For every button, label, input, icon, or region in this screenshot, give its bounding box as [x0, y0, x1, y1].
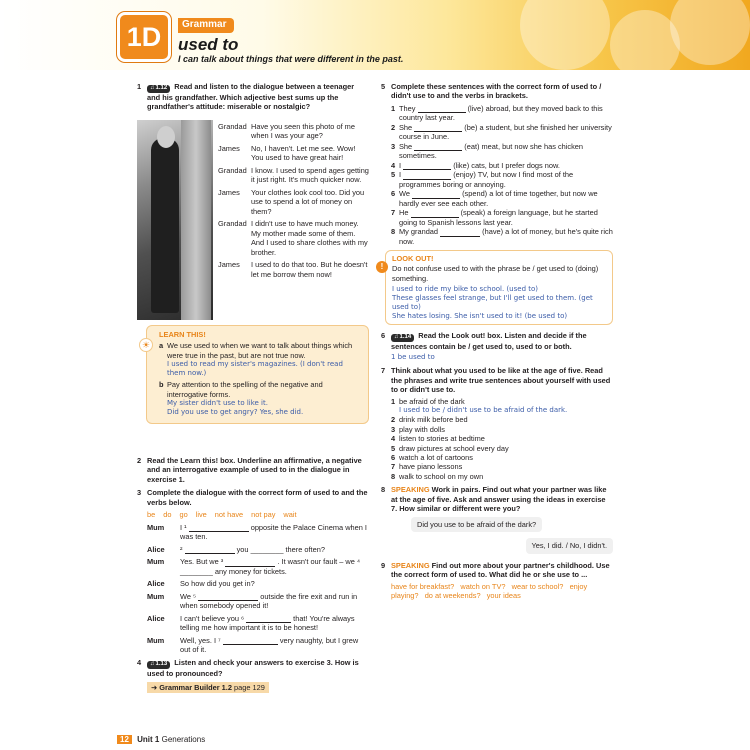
- exercise-instruction: Listen and check your answers to exercise 3. How is used to pronounced?: [147, 658, 359, 679]
- item-text: She: [399, 141, 413, 151]
- list-item: [391, 434, 613, 443]
- answer-gap[interactable]: [411, 210, 459, 218]
- page-number: 12: [117, 735, 132, 744]
- left-column: [137, 82, 369, 116]
- speaker: Mum: [147, 522, 165, 532]
- speaker: Alice: [147, 579, 165, 589]
- line-text: Yes. But we ³: [180, 557, 224, 567]
- exercise-number: 7: [381, 366, 386, 376]
- answer-gap[interactable]: [403, 172, 451, 180]
- item-number: 6: [391, 452, 396, 462]
- word: go: [179, 510, 188, 520]
- item-text: (live) abroad, but they moved back to this country last year.: [399, 103, 603, 123]
- item-number: 2: [391, 415, 396, 425]
- word: not pay: [251, 510, 276, 520]
- word: not have: [214, 510, 244, 520]
- dialogue-line: [147, 523, 369, 542]
- dialogue-line: [218, 122, 369, 141]
- exercise-instruction: Read the Learn this! box. Underline an affirmative, a negative and an interrogative example of used to in the dialogue in exercise 1.: [147, 456, 362, 484]
- item-number: 3: [391, 141, 396, 151]
- left-column-lower: [137, 456, 369, 697]
- item-number: 6: [391, 189, 396, 199]
- exercise-number: 6: [381, 331, 386, 341]
- list-item: [391, 189, 613, 208]
- exercise-number: 9: [381, 560, 386, 570]
- word: live: [195, 510, 207, 520]
- answer-gap[interactable]: [223, 637, 278, 645]
- item-number: 7: [391, 208, 396, 218]
- phrase-list: [391, 397, 613, 482]
- item-number: 1: [391, 396, 396, 406]
- exercise-instruction: Complete these sentences with the correct form of used to / didn't use to and the verbs in brackets.: [391, 82, 602, 101]
- item-text: We: [399, 189, 410, 199]
- speaker: Grandad: [218, 165, 247, 175]
- list-item: [391, 104, 613, 123]
- item-number: 8: [391, 227, 396, 237]
- learn-this-box: [141, 325, 369, 424]
- answer-gap[interactable]: [418, 105, 466, 113]
- exercise-2: [137, 456, 369, 484]
- answer-gap[interactable]: [189, 524, 249, 532]
- lightbulb-icon: ☀: [139, 338, 153, 352]
- dialogue: [218, 122, 369, 282]
- list-item: [391, 227, 613, 246]
- item-number: 4: [391, 434, 396, 444]
- look-out-example: These glasses feel strange, but I'll get used to them. (get used to): [392, 294, 593, 312]
- item-text: (have) a lot of money, but he's quite rich now.: [399, 227, 613, 246]
- right-column: [381, 82, 613, 605]
- line-text: Have you seen this photo of me when I was your age?: [251, 122, 355, 141]
- speaker: Grandad: [218, 122, 247, 131]
- look-out-box: [380, 250, 613, 325]
- line-text: . It wasn't our fault – we ⁴ ________ any money for tickets.: [180, 557, 361, 576]
- dialogue-line: [147, 592, 369, 611]
- learn-example: My sister didn't use to like it.: [167, 399, 268, 408]
- item-number: 7: [391, 462, 396, 472]
- answer-gap[interactable]: [414, 143, 462, 151]
- item-text: play with dolls: [399, 424, 446, 434]
- speech-bubble: Did you use to be afraid of the dark?: [411, 517, 542, 532]
- item-text: listen to stories at bedtime: [399, 434, 485, 444]
- page-subtitle: I can talk about things that were different in the past.: [178, 54, 404, 64]
- speaker: Mum: [147, 591, 165, 601]
- list-item: [391, 397, 613, 406]
- dialogue-line: [147, 636, 369, 655]
- exercise-number: 5: [381, 82, 386, 91]
- item-text: (like) cats, but I prefer dogs now.: [453, 160, 560, 170]
- photo-pillar: [181, 120, 211, 320]
- exercise-4: [137, 658, 369, 693]
- learn-text: We use used to when we want to talk about things which were true in the past, but are not true now.: [167, 341, 353, 360]
- exercise-3: [137, 488, 369, 654]
- dialogue-line: [147, 545, 369, 554]
- line-text: I used to do that too. But he doesn't let me borrow them now!: [251, 260, 368, 279]
- audio-icon[interactable]: ♫ 1.12: [147, 85, 170, 93]
- answer-example: 1 be used to: [391, 353, 435, 362]
- exercise-instruction: Complete the dialogue with the correct form of used to and the verbs below.: [147, 488, 368, 507]
- look-out-example: I used to ride my bike to school. (used to): [392, 285, 539, 294]
- dialogue-line: [147, 614, 369, 633]
- item-number: 8: [391, 471, 396, 481]
- answer-gap[interactable]: [246, 615, 291, 623]
- item-number: 3: [391, 424, 396, 434]
- item-text: walk to school on my own: [399, 471, 484, 481]
- list-item: [391, 123, 613, 142]
- learn-item-b: [159, 380, 362, 417]
- line-text: I ¹: [180, 522, 187, 532]
- learn-example: I used to read my sister's magazines. (I don't read them now.): [167, 360, 343, 378]
- item-text: drink milk before bed: [399, 415, 468, 425]
- item-text: watch a lot of cartoons: [399, 452, 473, 462]
- item-number: 1: [391, 103, 396, 113]
- exercise-instruction: Work in pairs. Find out what your partner was like at the age of five. Ask and answer using the ideas in exercise 7. How similar or different were you?: [391, 485, 607, 514]
- line-text: that! You're always telling me how important it is to be honest!: [180, 613, 355, 633]
- unit-title: Generations: [161, 735, 206, 744]
- speaking-label: SPEAKING: [391, 560, 430, 570]
- dialogue-line: [218, 260, 369, 279]
- dialogue-line: [147, 579, 369, 588]
- item-text: They: [399, 103, 416, 113]
- unit-badge: 1D: [117, 12, 171, 62]
- answer-gap[interactable]: [225, 559, 275, 567]
- speaker: Alice: [147, 613, 165, 623]
- exercise-instruction: Read and listen to the dialogue between a teenager and his grandfather. Which adjective best sums up the grandfather's attitude: miserable or nostalgic?: [147, 82, 355, 112]
- speaker: Mum: [147, 635, 165, 645]
- line-text: No, I haven't. Let me see. Wow! You used to have great hair!: [251, 143, 356, 163]
- dialogue-line: [218, 144, 369, 163]
- answer-example: I used to be / didn't use to be afraid of the dark.: [399, 406, 568, 415]
- answer-gap[interactable]: [414, 124, 462, 132]
- answer-gap[interactable]: [198, 593, 258, 601]
- look-out-text: Do not confuse used to with the phrase be / get used to (doing) something.: [392, 264, 599, 283]
- dialogue-line: [218, 166, 369, 185]
- line-text: Well, yes. I ⁷: [180, 635, 221, 645]
- item-text: have piano lessons: [399, 462, 463, 472]
- list-item: [391, 444, 613, 453]
- exercise-9: [381, 561, 613, 601]
- item-text: (speak) a foreign language, but he started going to Spanish lessons last year.: [399, 208, 598, 227]
- line-text: very naughty, but I grew out of it.: [180, 635, 359, 654]
- sentence-list: [391, 104, 613, 246]
- answer-gap[interactable]: [440, 229, 480, 237]
- decorative-circle: [670, 0, 750, 65]
- item-text: (enjoy) TV, but now I find most of the programmes boring or annoying.: [399, 170, 574, 189]
- item-text: He: [399, 208, 409, 218]
- item-number: 5: [391, 443, 396, 453]
- item-text: She: [399, 122, 413, 132]
- line-text: opposite the Palace Cinema when I was ten.: [180, 522, 367, 542]
- section-label: Grammar: [178, 18, 234, 33]
- exercise-instruction: Read the Look out! box. Listen and decide if the sentences contain be / get used to, used to or both.: [391, 331, 587, 351]
- list-item: [391, 208, 613, 227]
- list-item: [391, 425, 613, 434]
- exclamation-icon: !: [376, 261, 388, 273]
- item-text: I: [399, 160, 402, 170]
- learn-item-a: [159, 341, 362, 378]
- exercise-number: 3: [137, 488, 142, 498]
- exercise-number: 1: [137, 82, 142, 91]
- item-text: (spend) a lot of time together, but now we hardly ever see each other.: [399, 189, 598, 208]
- item-text: I: [399, 170, 402, 180]
- unit-label: Unit 1: [137, 735, 160, 744]
- item-letter: b: [159, 380, 164, 390]
- list-item: [391, 462, 613, 471]
- line-text: ²: [180, 544, 183, 554]
- answer-gap[interactable]: [403, 162, 451, 170]
- speaker: James: [218, 143, 240, 153]
- item-text: (eat) meat, but now she has chicken sometimes.: [399, 141, 584, 161]
- look-out-example: She hates losing. She isn't used to it! (be used to): [392, 312, 568, 321]
- audio-icon[interactable]: ♫ 1.14: [391, 334, 414, 342]
- dialogue-line: [218, 188, 369, 216]
- exercise-1: [137, 82, 369, 112]
- grammar-builder-link[interactable]: ➜ Grammar Builder 1.2 page 129: [147, 682, 269, 693]
- list-item: [391, 472, 613, 481]
- speaker: Mum: [147, 557, 165, 567]
- line-text: I know. I used to spend ages getting it just right. It's much quicker now.: [251, 165, 369, 185]
- decorative-circle: [520, 0, 610, 70]
- exercise-8: [381, 485, 613, 556]
- photo: [137, 120, 213, 320]
- speech-bubble: Yes, I did. / No, I didn't.: [526, 538, 614, 553]
- prompt-list: have for breakfast? watch on TV? wear to school? enjoy playing? do at weekends? your ideas: [391, 581, 590, 601]
- exercise-6: [381, 331, 613, 362]
- answer-gap[interactable]: [412, 191, 460, 199]
- page-footer: [117, 735, 205, 745]
- speaker: James: [218, 187, 240, 197]
- learn-example: Did you use to get angry? Yes, she did.: [167, 408, 304, 417]
- word: do: [163, 510, 172, 520]
- learn-text: Pay attention to the spelling of the negative and interrogative forms.: [167, 380, 323, 399]
- exercise-number: 2: [137, 456, 142, 465]
- line-text: So how did you get in?: [180, 579, 255, 589]
- speaker: Alice: [147, 544, 165, 554]
- look-out-title: LOOK OUT!: [392, 253, 434, 263]
- list-item: [391, 170, 613, 189]
- item-text: be afraid of the dark: [399, 396, 465, 406]
- line-text: I can't believe you ⁶: [180, 613, 245, 623]
- learn-title: LEARN THIS!: [159, 330, 206, 339]
- photo-head: [157, 126, 175, 148]
- line-text: We ⁵: [180, 591, 197, 601]
- speaker: Grandad: [218, 219, 247, 229]
- exercise-number: 4: [137, 658, 142, 668]
- list-item: [391, 161, 613, 170]
- list-item: [391, 453, 613, 462]
- answer-gap[interactable]: [185, 546, 235, 554]
- line-text: you ________ there often?: [236, 544, 325, 554]
- speaker: James: [218, 260, 240, 270]
- dialogue-line: [218, 219, 369, 257]
- line-text: Your clothes look cool too. Did you use to spend a lot of money on them?: [251, 187, 365, 216]
- audio-icon[interactable]: ♫ 1.13: [147, 661, 170, 669]
- exercise-7: [381, 366, 613, 481]
- item-number: 5: [391, 170, 396, 180]
- word: be: [147, 510, 156, 520]
- page-title: used to: [178, 35, 239, 54]
- item-letter: a: [159, 341, 164, 351]
- item-text: draw pictures at school every day: [399, 443, 509, 453]
- exercise-instruction: Find out more about your partner's childhood. Use the correct form of used to. What did he or she use to ...: [391, 560, 610, 580]
- dialogue-line: [147, 557, 369, 576]
- exercise-5: [381, 82, 613, 246]
- speaking-label: SPEAKING: [391, 485, 430, 495]
- grammar-builder-label: Grammar Builder 1.2: [159, 682, 232, 692]
- item-text: (be) a student, but she finished her university course in June.: [399, 122, 612, 142]
- line-text: I didn't use to have much money. My mother made some of them. And I used to share clothes with my brother.: [251, 219, 368, 257]
- word-bank: [147, 510, 369, 519]
- list-item: [391, 142, 613, 161]
- item-number: 4: [391, 160, 396, 170]
- list-item: [391, 415, 613, 424]
- word: wait: [283, 510, 297, 520]
- line-text: outside the fire exit and run in when somebody opened it!: [180, 591, 358, 611]
- item-text: My grandad: [399, 227, 439, 237]
- exercise-instruction: Think about what you used to be like at the age of five. Read the phrases and write true sentences about yourself with used to or didn't use to.: [391, 366, 611, 395]
- exercise-number: 8: [381, 485, 386, 495]
- photo-figure: [151, 138, 179, 313]
- grammar-builder-page: page 129: [234, 682, 265, 692]
- item-number: 2: [391, 122, 396, 132]
